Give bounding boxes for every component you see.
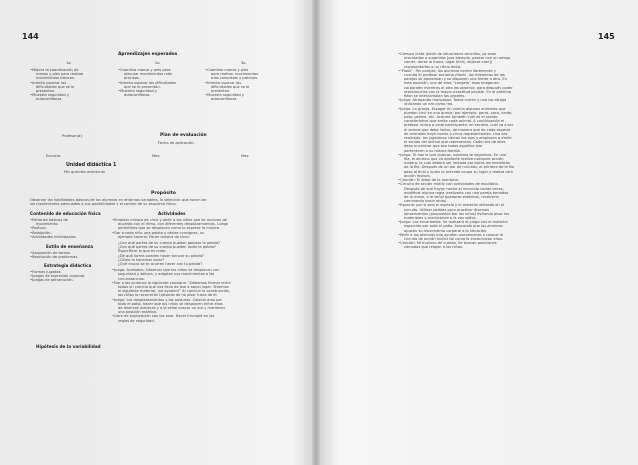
- list-item: acción motora.: [404, 173, 431, 178]
- list-item: ¿De qué forma pueden hacer brincar su pelota?: [118, 253, 204, 258]
- list-item: • Juego: Arañados. Observar que los niños se desplacen con: [112, 268, 231, 272]
- list-item: • Juego: Atrapando mariposas. Todos corren y uno los atrapa: [398, 98, 514, 102]
- list-item: dificultades que se le: [211, 84, 250, 89]
- list-item: • Cámara lenta (pedir de situaciones sencillas, ya sean: [398, 52, 514, 56]
- list-item: inventadas o sugeridas [por ejemplo, pasear con un amigo,: [404, 56, 512, 61]
- list-item: caminando hacia atrás).: [404, 199, 448, 204]
- page-fold: [312, 0, 320, 465]
- list-item: • Formas jugadas.: [30, 270, 85, 274]
- list-item: • Muestra seguridad y: [205, 93, 258, 97]
- list-item: modificar alguna regla (realizarlo con una pareja tomados: [404, 190, 509, 195]
- list-item: • Muestra seguridad y: [118, 89, 176, 93]
- estilo-list: [30, 251, 78, 259]
- list-item: • Intenta superar las: [205, 81, 258, 85]
- list-item: ejecutar movimientos más: [124, 72, 172, 77]
- estrategia-heading: Estrategia didáctica: [44, 263, 92, 268]
- list-item: circuito. Utilizar pelotas para practicar diversos: [404, 207, 489, 212]
- list-item: pasa al final y quien lo precede ocupa su lugar y realiza otra: [404, 169, 513, 174]
- mes-label: Mes:: [152, 154, 161, 158]
- list-item: • Coordina manos y pies para: [118, 68, 176, 72]
- list-item: • Juego: Los encantados. Se realizará el juego con el material: [398, 220, 514, 224]
- list-item: debe encontrar que son todos aquellos que: [404, 144, 483, 149]
- estilo-heading: Estilo de enseñanza: [46, 244, 94, 249]
- proposito-text: [30, 198, 206, 206]
- list-item: • Intenta superar las dificultades: [118, 81, 176, 85]
- list-item: pertenecen a su misma familia.: [404, 148, 461, 153]
- list-item: parejas se aproximan y se disponen uno frente a otro. En: [404, 77, 507, 82]
- paragraph-line: los movimientos adecuados a sus posibilidades y el control de su esquema físico.: [30, 202, 177, 207]
- list-item: los niños lo recorrerán tratando de no pisar fuera de él.: [118, 293, 218, 298]
- actividades-list: [112, 218, 231, 323]
- list-item: cuando el profesor exclama ¡flash!, los miembros de las: [404, 73, 505, 78]
- plan-heading: Plan de evaluación: [160, 133, 207, 138]
- list-item: • Circuito de acción motriz con actividades de equilibrio.: [398, 182, 514, 186]
- list-item: materiales y practicando a la vez saltos.: [404, 215, 477, 220]
- list-item: • Dar a los alumnos la siguiente consigna: “Debemos formar entre: [112, 281, 231, 285]
- list-item: para realizar movimientos: [211, 72, 259, 77]
- list-item: más complejos y precisos.: [211, 76, 259, 81]
- grade-3: 3o.: [241, 61, 247, 65]
- page-number-right: 145: [598, 32, 615, 41]
- list-item: • Coordina manos y pies: [205, 68, 258, 72]
- list-item: • Resolución de problemas.: [30, 255, 78, 259]
- list-item: de animales haya cuatro o cinco representantes. Una vez: [404, 131, 508, 136]
- list-item: reglas de seguridad.: [118, 318, 155, 323]
- list-item: presentan.: [211, 89, 231, 94]
- list-item: autoconfianza.: [124, 93, 151, 98]
- list-item: • Espacio: por sí solo el espacio y el material utilizado en el: [398, 203, 514, 207]
- list-item: motora, la cual deberá ser imitada por todos los miembros: [404, 161, 510, 166]
- contenido-list: [30, 218, 77, 239]
- unidad-subtitle: Mis grandes aventuras: [64, 170, 105, 174]
- list-item: circuito de acción motriz tal como lo encontraron ellos.: [404, 236, 503, 241]
- list-item: ejemplo hacerlo. Poner música de circo:: [118, 234, 190, 239]
- proposito-heading: Propósito: [151, 191, 176, 196]
- list-item: • Actividades individuales.: [30, 235, 77, 239]
- list-item: acuerdo con el ritmo, con diferentes desplazamientos. Luego: [118, 222, 228, 227]
- list-item: • Libre de exploración con los aros. Hacer hincapié en las: [112, 314, 231, 318]
- list-item: autoconfianza.: [211, 97, 238, 102]
- list-item: profesor indica a cada participante, en secreto, cuál va a ser: [404, 123, 514, 128]
- list-item: esparcido por todo el patio, buscando que los alumnos: [404, 224, 503, 229]
- list-item: Después de que hayan hecho el recorrido varias veces,: [404, 186, 504, 191]
- list-item: lanzamientos (propuestos por los niños) evitando pisar los: [404, 211, 510, 216]
- unidad-title: Unidad didáctica 1: [66, 163, 117, 168]
- grade-3-column: [205, 68, 258, 102]
- list-item: el siguiente material, ¡no ayudan!” Al concluir la construcción,: [118, 289, 231, 294]
- hipotesis-heading: Hipótesis de la variabilidad: [36, 344, 101, 349]
- list-item: ¿Con qué partes de su cuerpo pueden rodar la pelota?: [118, 245, 216, 250]
- list-item: • Juegos de expresión corporal.: [30, 274, 85, 278]
- list-item: ¿Qué mucio se te ocurren hacer con tu pelota?: [118, 262, 203, 267]
- list-item: de la fila. Después de un par de minutos, el primero de la fila: [404, 165, 515, 170]
- list-item: circunstancias.: [118, 276, 145, 281]
- list-item: representarlas a un ritmo lento.: [404, 64, 462, 69]
- list-item: de la mano, a la señal quedarse estáticos, recorrerlo: [404, 194, 499, 199]
- list-item: flash se intercambian los papeles.: [404, 94, 466, 99]
- list-item: ajusten su movimiento corporal a la situación.: [404, 228, 488, 233]
- list-item: • Relajación.: [30, 231, 77, 235]
- list-item: corporales mientras el otro las observa; para después poder: [404, 85, 513, 90]
- list-item: utilizando un aro como red.: [404, 102, 454, 107]
- list-item: pato, gallina, etc. Acordar también cuál es el sonido: [404, 115, 498, 120]
- list-item: comer, darse la mano, jugar tenis, dejarse caer]): [404, 60, 493, 65]
- list-item: puedan vivir en una granja; por ejemplo: perro, vaca, cerdo,: [404, 110, 513, 115]
- list-item: permitirles que se desplacen como lo exprese la música.: [118, 226, 221, 231]
- list-item: precisos.: [124, 76, 140, 81]
- list-item: fila, el alumno que va adelante realiza cualquier acción: [404, 157, 504, 162]
- estrategia-list: [30, 270, 85, 283]
- list-item: • Emplear música de circo y pedir a los niños que se muevan de: [112, 218, 231, 222]
- grade-2-column: [118, 68, 176, 97]
- list-item: • Muestra seguridad y: [30, 93, 84, 97]
- grade-1-column: [30, 68, 84, 102]
- escuela-label: Escuela:: [46, 154, 62, 158]
- grade-1: 1o.: [66, 61, 72, 65]
- list-item: el sonido del animal que representan. Cada uno de ellos: [404, 140, 506, 145]
- list-item: • Juego: Tú haz lo que quieras, nosotros te seguimos. En una: [398, 153, 514, 157]
- list-item: el animal que debe imitar, de manera que de cada especie: [404, 127, 511, 132]
- list-item: ¿Con qué partes de su cuerpo pueden golpear la pelota?: [118, 241, 221, 246]
- list-item: movimientos básicos.: [36, 76, 75, 81]
- list-item: todos un camino que nos lleve de ese a aquel lugar. Tenemos: [118, 285, 229, 290]
- list-item: seguridad y soltura, y adapten sus movimientos a las: [118, 272, 215, 277]
- fecha-label: Fecha de aplicación:: [158, 141, 195, 145]
- paragraph-line: Observar las habilidades básicas de los alumnos en entornos variables, la selección que hacen de: [30, 198, 207, 202]
- list-item: dificultades que se le: [36, 84, 75, 89]
- list-item: • Canción: El árbol de la montaña.: [398, 178, 514, 182]
- list-item: todo el patio, hacer que los niños se desplacen entre ellos: [118, 301, 223, 306]
- list-item: • Canción: Mi muñeco de cuerda. Se buscan posiciones: [398, 241, 514, 245]
- profesor-label: Profesor(a):: [62, 134, 83, 138]
- list-item: de diversas maneras y a la señal buscar un aro y mantener: [118, 306, 226, 311]
- list-item: • Juego: Los desplazamientos y las posturas. Colocar aros por: [112, 298, 231, 302]
- right-page-list: [398, 52, 514, 250]
- list-item: movimiento.: [36, 222, 59, 227]
- mes-label: Mes:: [241, 154, 250, 158]
- list-item: reproducirlas con la mayor exactitud posible. En el próximo: [404, 89, 512, 94]
- list-item: realizado, los jugadores cierran los ojos y empiezan a emitir: [404, 136, 512, 141]
- list-item: • Juego: La granja. Escoger en común algunos animales que: [398, 107, 514, 111]
- list-item: • Dar a cada niño una pelota y darles consignas, un: [112, 231, 231, 235]
- actividades-heading: Actividades: [158, 211, 186, 216]
- list-item: autoconfianza.: [36, 97, 63, 102]
- list-item: • “Flash”. Por parejas, los alumnos corren libremente y: [398, 69, 514, 73]
- list-item: • Pedir a los alumnos que ayuden nuevamente a colocar el: [398, 233, 514, 237]
- page-number-left: 144: [22, 32, 39, 41]
- list-item: • Intenta superar las: [30, 81, 84, 85]
- list-item: Especificar lo que es rodar.: [118, 249, 167, 254]
- list-item: • Juegos de persecución.: [30, 278, 85, 282]
- list-item: • Patrones básicos de: [30, 218, 77, 222]
- aprendizajes-heading: Aprendizajes esperados: [118, 52, 178, 57]
- list-item: presentan.: [36, 89, 56, 94]
- list-item: • Mejora la coordinación de: [30, 68, 84, 72]
- contenido-heading: Contenido de educación física: [30, 211, 101, 216]
- list-item: ¿Cómo la hacemos volar?: [118, 257, 165, 262]
- list-item: cómodas que relajen a los niños.: [404, 245, 464, 250]
- grade-2: 2o.: [155, 61, 161, 65]
- list-item: manos y pies para realizar: [36, 72, 84, 77]
- list-item: característico que emite cada animal. A continuación el: [404, 119, 505, 124]
- list-item: una posición estática.: [118, 310, 158, 315]
- list-item: que se le presentan.: [124, 84, 161, 89]
- list-item: • Postura.: [30, 226, 77, 230]
- list-item: esta posición, uno de ellos “congela” esas imágenes: [404, 81, 499, 86]
- list-item: • Asignación de tareas.: [30, 251, 78, 255]
